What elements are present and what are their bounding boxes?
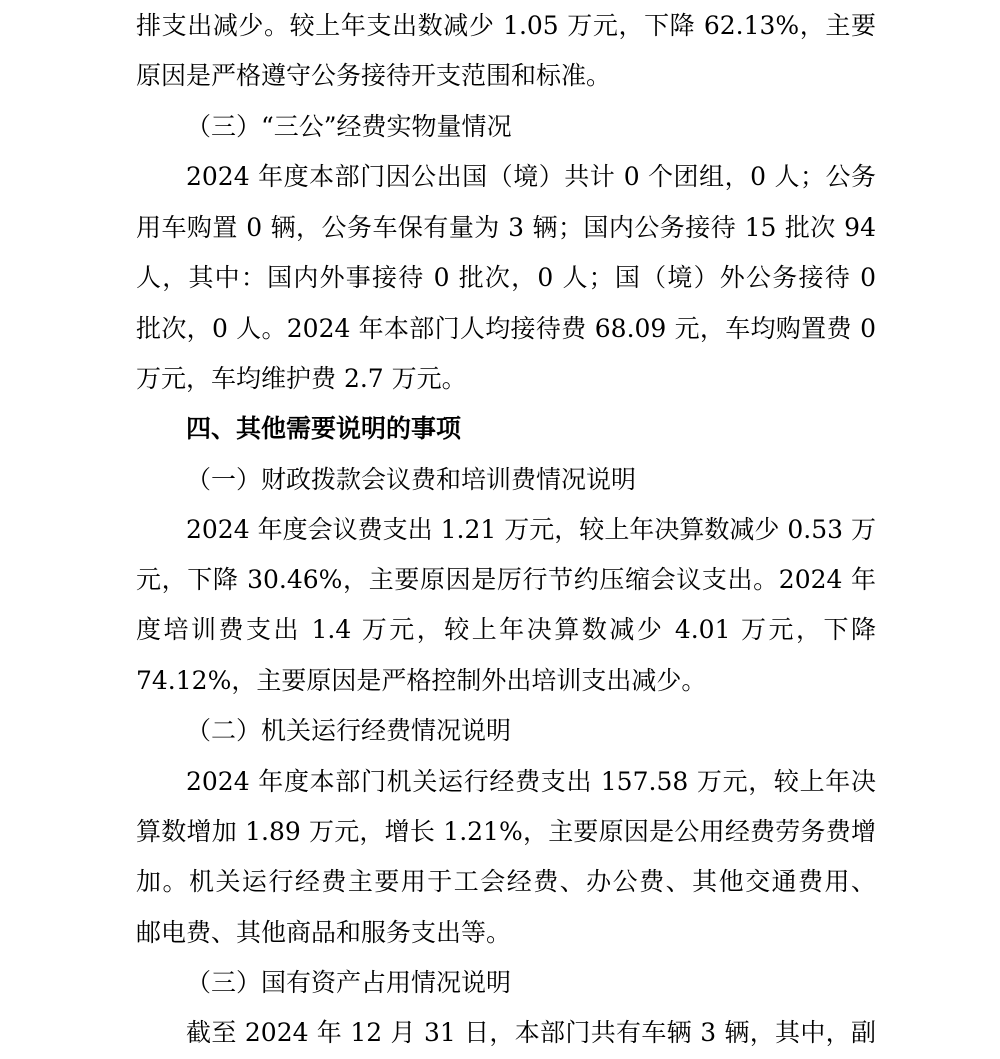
body-line: 2024 年度本部门机关运行经费支出 157.58 万元，较上年决 — [186, 767, 876, 796]
body-line: 2024 年度会议费支出 1.21 万元，较上年决算数减少 0.53 万 — [186, 515, 876, 544]
body-line: 2024 年度本部门因公出国（境）共计 0 个团组，0 人；公务 — [186, 162, 876, 191]
body-line: 万元，车均维护费 2.7 万元。 — [136, 364, 467, 393]
body-line: 度培训费支出 1.4 万元，较上年决算数减少 4.01 万元，下降 — [136, 615, 876, 644]
body-line: 74.12%，主要原因是严格控制外出培训支出减少。 — [136, 666, 707, 695]
body-line: 邮电费、其他商品和服务支出等。 — [136, 918, 512, 947]
subheading-official-expenses-quantity: （三）“三公”经费实物量情况 — [186, 112, 512, 141]
body-line: 元，下降 30.46%，主要原因是厉行节约压缩会议支出。2024 年 — [136, 565, 876, 594]
body-line: 截至 2024 年 12 月 31 日，本部门共有车辆 3 辆，其中，副 — [186, 1018, 876, 1047]
body-line: 加。机关运行经费主要用于工会经费、办公费、其他交通费用、 — [136, 867, 876, 896]
subheading-operating-expenses: （二）机关运行经费情况说明 — [186, 716, 512, 745]
body-line: 人，其中：国内外事接待 0 批次，0 人；国（境）外公务接待 0 — [136, 263, 876, 292]
subheading-state-assets: （三）国有资产占用情况说明 — [186, 968, 512, 997]
body-line: 用车购置 0 辆，公务车保有量为 3 辆；国内公务接待 15 批次 94 — [136, 213, 876, 242]
section-heading-other-matters: 四、其他需要说明的事项 — [186, 414, 462, 443]
body-line: 算数增加 1.89 万元，增长 1.21%，主要原因是公用经费劳务费增 — [136, 817, 876, 846]
body-line: 批次，0 人。2024 年本部门人均接待费 68.09 元，车均购置费 0 — [136, 314, 876, 343]
body-line: 原因是严格遵守公务接待开支范围和标准。 — [136, 61, 612, 90]
subheading-meeting-training-fees: （一）财政拨款会议费和培训费情况说明 — [186, 465, 637, 494]
body-line: 排支出减少。较上年支出数减少 1.05 万元，下降 62.13%，主要 — [136, 11, 876, 40]
